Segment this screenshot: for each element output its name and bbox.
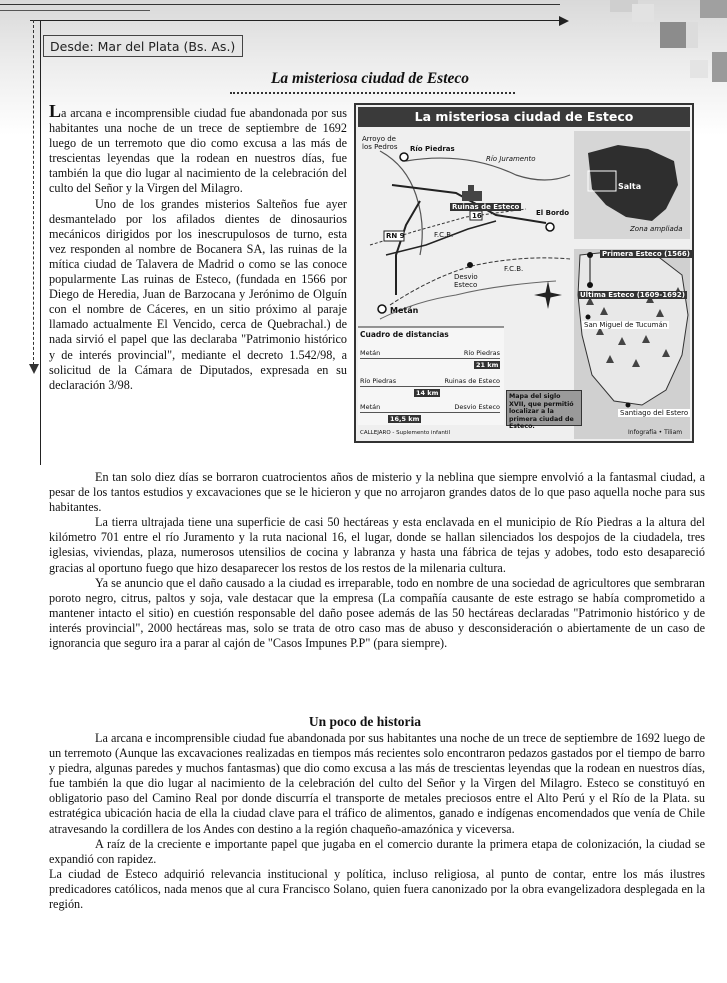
- article-column: [49, 101, 347, 393]
- arrow-right-icon: [559, 16, 569, 26]
- paragraph-3: En tan solo diez días se borraron cuatrocientos años de misterio y la neblina que siempre envolvió a la fantasmal ciudad, a pesar de los tantos estudios y excavaciones que se le hicieron y que no arrojaron grandes datos de lo que paso aquella noche para sus habitantes.: [49, 470, 705, 515]
- paragraph-1: [49, 101, 347, 197]
- map-label-rio-piedras: Río Piedras: [410, 145, 455, 153]
- article-title: La misteriosa ciudad de Esteco: [270, 70, 470, 87]
- origin-label: Desde: Mar del Plata (Bs. As.): [43, 35, 243, 57]
- arrow-rule: [30, 20, 560, 21]
- map-note: Mapa del siglo XVII, que permitió localizar a la primera ciudad de Esteco.: [506, 390, 582, 426]
- distance-row: Metán Río Piedras: [360, 349, 500, 357]
- arrow-down-icon: [29, 364, 39, 374]
- header-rule: [0, 4, 560, 5]
- history-paragraph-2: A raíz de la creciente e importante papel que jugaba en el comercio durante la primera etapa de colonización, la ciudad se expandió con rapidez.: [49, 836, 705, 866]
- paragraph-1-text: a arcana e incomprensible ciudad fue abandonada por sus habitantes una noche de un trece de septiembre de 1692 luego de un terremoto que dio como excusa a las más de trescientas leyendas que la rodean en nuestros días, fue también la que dio lugar al nacimiento de la celebración del culto del Señor y la Virgen del Milagro.: [49, 106, 347, 196]
- map-label-salta: Salta: [618, 182, 642, 191]
- map-label-desvio: Desvio Esteco: [454, 273, 478, 289]
- map-label-el-bordo: El Bordo: [536, 209, 570, 217]
- distance-row: Río Piedras Ruinas de Esteco: [360, 377, 500, 385]
- paragraph-2: Uno de los grandes misterios Salteños fue ayer desmantelado por los afilados dientes de dinosaurios mecánicos dirigidos por los inescrupulosos de turno, esta vez responden al nombre de Bocanera SA, las ruinas de la mítica ciudad de Talavera de Madrid o como se las conoce popularmente Las ruinas de Esteco, (fundada en 1566 por Diego de Heredia, Juan de Barzocana y Jerónimo de Olguín con el nombre de Cáceres, en un sitio próximo al paraje llamado actualmente El Vencido, cerca de Quebrachal.) de nada sirvió el papel que las declaraba "Patrimonio histórico y de interés provincial", mediante el decreto 1.542/98, a solicitud de la Cámara de Diputados, expresada en su declaración 3/98.: [49, 196, 347, 392]
- map-figure: [354, 103, 694, 443]
- map-label-arroyo: Arroyo de los Pedros: [362, 135, 398, 151]
- vertical-dashed-rule: [33, 20, 34, 365]
- map-label-fcb-2: F.C.B.: [504, 265, 524, 273]
- history-title: Un poco de historia: [308, 714, 422, 729]
- header-rule-short: [0, 10, 150, 11]
- map-label-rio-juramento: Río Juramento: [486, 155, 536, 163]
- distance-km: 16,5 km: [390, 415, 420, 423]
- map-label-rn9: RN 9: [386, 232, 405, 240]
- map-label-metan: Metán: [390, 306, 419, 315]
- map-label-san-miguel: San Miguel de Tucumán: [584, 321, 668, 329]
- distance-km: 14 km: [416, 389, 439, 397]
- vertical-rule: [40, 20, 41, 465]
- paragraph-5: Ya se anuncio que el daño causado a la ciudad es irreparable, todo en nombre de una sociedad de agricultores que sembraran poroto negro, citrus, paltos y soja, vale destacar que la empresa (La compañía causante de este estrago se había comprometido a mantener intacto el sitio) en cuestión responsable del daño posee además de las 50 hectáreas declaradas "Patrimonio histórico y de interés provincial", 2000 hectáreas mas, solo se trata de otro caso mas de abuso y desconsideración o abiertamente de un caso de ignorancia que seguro ira a parar al cajón de "Casos Impunes P.P" (para siempre).: [49, 575, 705, 651]
- drop-cap: L: [49, 101, 62, 121]
- history-paragraph-1: La arcana e incomprensible ciudad fue abandonada por sus habitantes una noche de un trece de septiembre de 1692 luego de un terremoto (Aunque las excavaciones realizadas en tiempos más recientes solo encontraron pedazos gastados por el tiempo de barro y piedra, algunas paredes y muchos fantasmas) que dio como excusa a las más de trescientas leyendas que la rodean en nuestros días, fue también la que dio lugar al nacimiento de la celebración del culto del Señor y la Virgen del Milagro. Esteco se constituyó en obligatorio paso del Camino Real por donde discurría el transporte de metales preciosos entre el Alto Perú y el Río de la Plata. su estratégica ubicación hacia de ella la ciudad clave para el tráfico de alimentos, ganado e indígenas encomendados que venía de Chile atravesando la cordillera de los Andes con destino a la región chaqueño-amazónica y viceversa.: [49, 731, 705, 836]
- history-paragraph-3: La ciudad de Esteco adquirió relevancia institucional y política, incluso religiosa, al punto de contar, entre los más ilustres predicadores católicos, nada menos que al cura Francisco Solano, quien fuera canonizado por la obra evangelizadora desplegada en la región.: [49, 866, 705, 912]
- map-label-fcb-1: F.C.B.: [434, 231, 454, 239]
- map-title: La misteriosa ciudad de Esteco: [358, 107, 690, 127]
- distance-km: 21 km: [476, 361, 499, 369]
- map-label-ruinas: Ruinas de Esteco: [452, 203, 520, 211]
- article-body: [49, 470, 705, 651]
- paragraph-4: La tierra ultrajada tiene una superficie de casi 50 hectáreas y esta enclavada en el municipio de Río Piedras a la altura del kilómetro 701 entre el río Juramento y la ruta nacional 16, el lugar, donde se hallan silenciados los despojos de la ciudadela, tres iglesias, viviendas, plaza, numerosos utensilios de cocina y labranza y hasta una fábrica de tejas y adobes, todo esto desapareció gracias al oportuno fuego que hizo desaparecer los restos de los restos de la milenaria cultura.: [49, 515, 705, 575]
- history-body: [49, 731, 705, 912]
- distance-table-title: Cuadro de distancias: [360, 330, 449, 339]
- title-underline: [230, 92, 515, 94]
- map-label-ultima: Ultima Esteco (1609-1692): [580, 291, 685, 299]
- map-credit-right: Infografía • Tiliam: [628, 429, 683, 436]
- map-label-rn16: 16: [472, 212, 482, 220]
- map-credit-left: CALLEJARO - Suplemento infantil: [360, 430, 451, 436]
- map-label-santiago: Santiago del Estero: [620, 409, 689, 417]
- map-label-zona: Zona ampliada: [630, 225, 683, 233]
- map-label-primera: Primera Esteco (1566): [602, 250, 690, 258]
- distance-row: Metán Desvio Esteco: [360, 403, 500, 411]
